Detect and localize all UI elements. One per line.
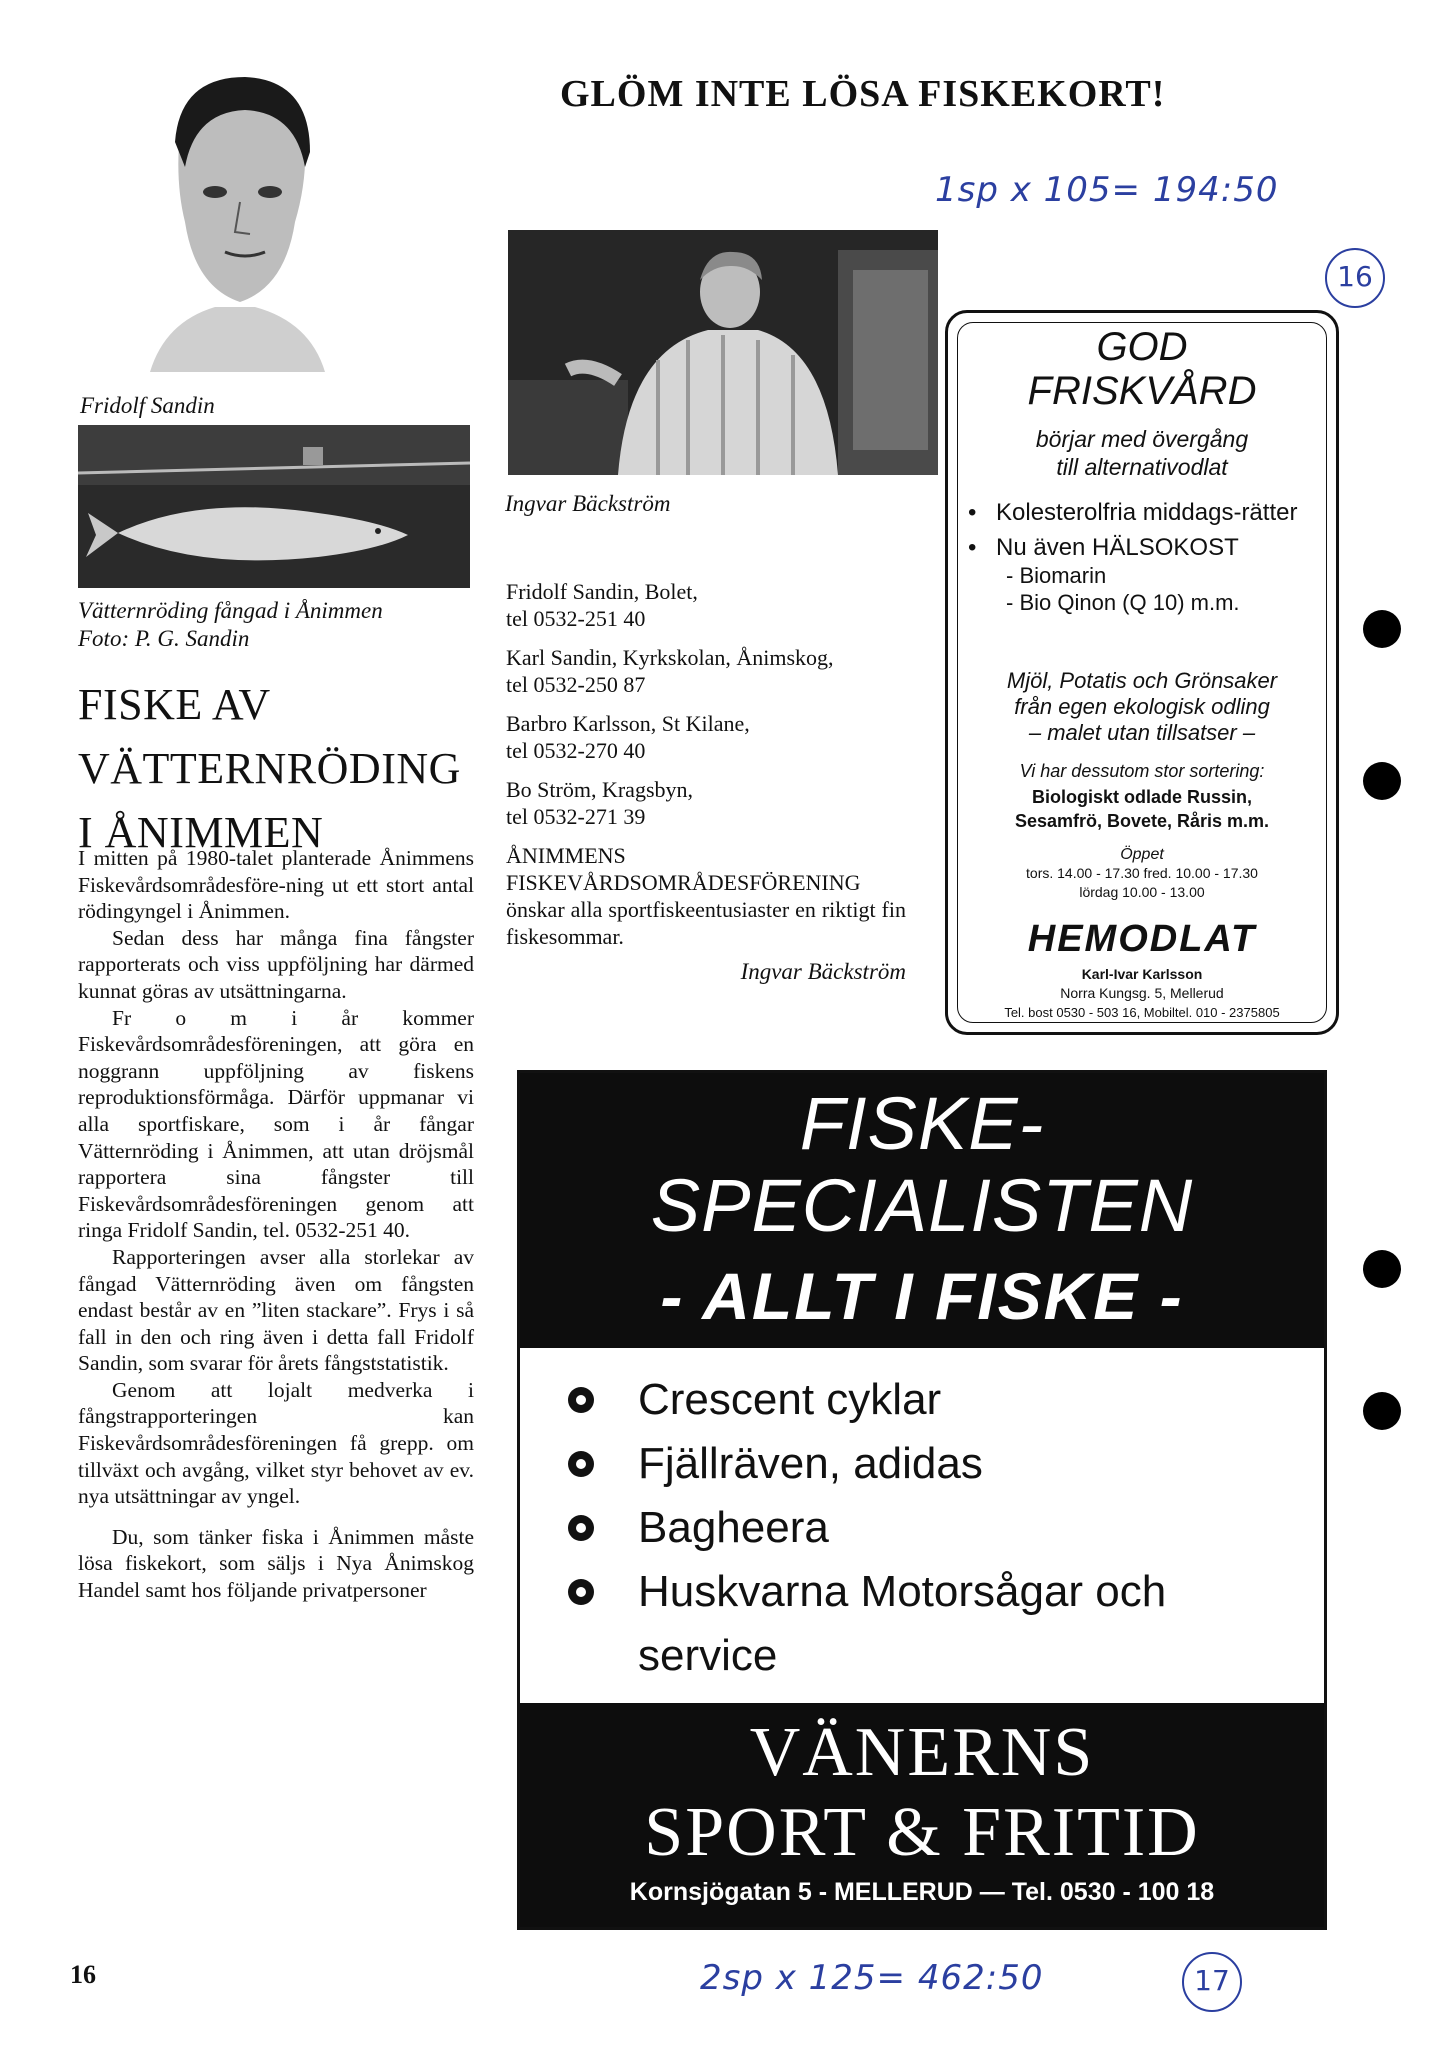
handwritten-price-note: 1sp x 105= 194:50 [935, 170, 1279, 210]
store-address: Kornsjögatan 5 - MELLERUD — Tel. 0530 - 100 18 [629, 1878, 1215, 1906]
headline-line: VÄTTERNRÖDING [78, 744, 461, 793]
photo-credit: Foto: P. G. Sandin [78, 626, 250, 651]
contact-phone: tel 0532-251 40 [506, 606, 646, 631]
ad-contact [948, 965, 1336, 1022]
contact-entry [506, 578, 906, 632]
product-label: Bagheera [638, 1503, 829, 1552]
ad-title-line: FRISKVÅRD [1027, 369, 1257, 413]
portrait-photo [105, 72, 355, 382]
hours-line: lördag 10.00 - 13.00 [1079, 884, 1205, 900]
contact-phone: tel 0532-250 87 [506, 672, 646, 697]
bullet-icon: • [968, 534, 977, 561]
handwritten-price-note: 2sp x 125= 462:50 [700, 1958, 1044, 1998]
contact-phone: tel 0532-271 39 [506, 804, 646, 829]
handwritten-page-number: 17 [1194, 1964, 1230, 1997]
ad-bullets [968, 498, 1316, 616]
organic-line: Mjöl, Potatis och Grönsaker [1006, 668, 1278, 693]
ad-subtitle [948, 425, 1336, 481]
product-label: Huskvarna Motorsågar och service [638, 1567, 1167, 1680]
man-photo [508, 230, 938, 475]
bullet-icon: • [968, 499, 977, 526]
fish-caption-line: Vätternröding fångad i Ånimmen [78, 598, 383, 623]
article-paragraph: Genom att lojalt medverka i fångstrapporteringen kan Fiskevårdsområdesföreningen få grepp. om tillväxt och avgång, vilket styr behovet av ev. nya utsättningar av yngel. [78, 1377, 474, 1509]
binder-hole [1363, 1250, 1401, 1288]
article-paragraph: Rapporteringen avser alla storlekar av fångad Vätternröding även om fångsten endast består av en ”liten stackare”. Frys i så fall in den och ring även i detta fall Fridolf Sandin, som svarar för årets fångststatistik. [78, 1244, 474, 1376]
ad-subtitle-line: börjar med övergång [1035, 426, 1249, 452]
product-item [568, 1432, 1304, 1496]
portrait-caption: Fridolf Sandin [80, 393, 215, 418]
product-label: Crescent cyklar [638, 1375, 942, 1424]
ad-assortment [948, 785, 1336, 833]
ad-brand: HEMODLAT [1027, 918, 1257, 960]
product-item [568, 1496, 1304, 1560]
signature: Ingvar Bäckström [740, 959, 906, 984]
ad-title [948, 325, 1336, 413]
article-paragraph: I mitten på 1980-talet planterade Ånimmens Fiskevårdsområdesföre-ning ut ett stort antal rödingyngel i Ånimmen. [78, 846, 474, 924]
binder-hole [1363, 762, 1401, 800]
ad-bullet [968, 533, 1316, 562]
assortment-line: Sesamfrö, Bovete, Råris m.m. [1014, 811, 1270, 831]
ad-organic [948, 668, 1336, 746]
fishing-shop-ad [517, 1070, 1327, 1930]
article-paragraph: Du, som tänker fiska i Ånimmen måste lösa fiskekort, som säljs i Nya Ånimskog Handel samt hos följande privatpersoner [78, 1524, 474, 1603]
article-paragraph: Sedan dess har många fina fångster rapporterats och viss uppföljning har därmed kunnat göras av utsättningarna. [78, 925, 474, 1003]
store-name [520, 1713, 1324, 1873]
hours-title: Öppet [1120, 846, 1164, 863]
product-item [568, 1368, 1304, 1432]
binder-hole [1363, 610, 1401, 648]
sub-item: - Biomarin [1006, 563, 1107, 588]
contact-entry [506, 710, 906, 764]
product-list [520, 1348, 1324, 1703]
article-headline [78, 680, 498, 858]
sub-item: - Bio Qinon (Q 10) m.m. [1006, 590, 1240, 615]
shop-address: Norra Kungsg. 5, Mellerud [1060, 985, 1224, 1001]
store-name-line: VÄNERNS [749, 1714, 1095, 1791]
hours-line: tors. 14.00 - 17.30 fred. 10.00 - 17.30 [1026, 865, 1258, 881]
bullet-text: Kolesterolfria middags-rätter [996, 499, 1298, 526]
contact-name: Fridolf Sandin, Bolet, [506, 579, 698, 604]
contact-name: Barbro Karlsson, St Kilane, [506, 711, 750, 736]
health-food-ad [945, 310, 1339, 1035]
fish-photo [78, 425, 470, 588]
contact-entry [506, 644, 906, 698]
product-label: Fjällräven, adidas [638, 1439, 983, 1488]
contact-name: Bo Ström, Kragsbyn, [506, 777, 693, 802]
contact-phone: tel 0532-270 40 [506, 738, 646, 763]
ad-assortment-intro: Vi har dessutom stor sortering: [1019, 761, 1265, 781]
closing-text: ÅNIMMENS FISKEVÅRDSOMRÅDESFÖRENING önskar alla sportfiskeentusiaster en riktigt fin fiskesommar. [506, 843, 906, 949]
man-photo-caption: Ingvar Bäckström [505, 491, 671, 516]
product-item [568, 1560, 1304, 1688]
handwritten-page-circle [1182, 1952, 1242, 2012]
ad-title-line: GOD [1096, 325, 1188, 369]
page-title: GLÖM INTE LÖSA FISKEKORT! [560, 73, 1166, 115]
article-body [78, 845, 474, 1604]
ad-title-line: SPECIALISTEN [650, 1164, 1194, 1247]
handwritten-page-number: 16 [1337, 260, 1373, 293]
page-number: 16 [70, 1960, 96, 1989]
organic-line: – malet utan tillsatser – [1028, 720, 1256, 745]
fish-photo-caption [78, 597, 498, 653]
contact-entry [506, 776, 906, 830]
contact-list [506, 578, 906, 986]
ad-bullet [968, 498, 1316, 527]
flower-bullet-icon [568, 1515, 594, 1541]
ad-hours [948, 845, 1336, 902]
ad-slogan: - ALLT I FISKE - [660, 1259, 1184, 1333]
flower-bullet-icon [568, 1387, 594, 1413]
flower-bullet-icon [568, 1451, 594, 1477]
shop-phone: Tel. bost 0530 - 503 16, Mobiltel. 010 - 2375805 [1004, 1005, 1280, 1020]
store-name-line: SPORT & FRITID [644, 1794, 1200, 1871]
organic-line: från egen ekologisk odling [1014, 694, 1270, 719]
ad-sub-items [968, 562, 1316, 616]
binder-hole [1363, 1392, 1401, 1430]
headline-line: I ÅNIMMEN [78, 808, 324, 857]
headline-line: FISKE AV [78, 680, 271, 729]
ad-title [520, 1083, 1324, 1247]
owner-name: Karl-Ivar Karlsson [1081, 966, 1203, 982]
handwritten-page-circle [1325, 248, 1385, 308]
ad-subtitle-line: till alternativodlat [1056, 454, 1228, 480]
contact-name: Karl Sandin, Kyrkskolan, Ånimskog, [506, 645, 834, 670]
ad-title-line: FISKE- [799, 1082, 1045, 1165]
flower-bullet-icon [568, 1579, 594, 1605]
bullet-text: Nu även HÄLSOKOST [996, 534, 1239, 561]
article-paragraph: Fr o m i år kommer Fiskevårdsområdesföreningen, att göra en noggrann uppföljning av fiskens reproduktionsförmåga. Därför uppmanar vi alla sportfiskare, som i år fångar Vätternröding i Ånimmen, att utan dröjsmål rapportera sina fångster till Fiskevårdsområdesföreningen genom att ringa Fridolf Sandin, tel. 0532-251 40. [78, 1005, 474, 1243]
assortment-line: Biologiskt odlade Russin, [1031, 787, 1253, 807]
